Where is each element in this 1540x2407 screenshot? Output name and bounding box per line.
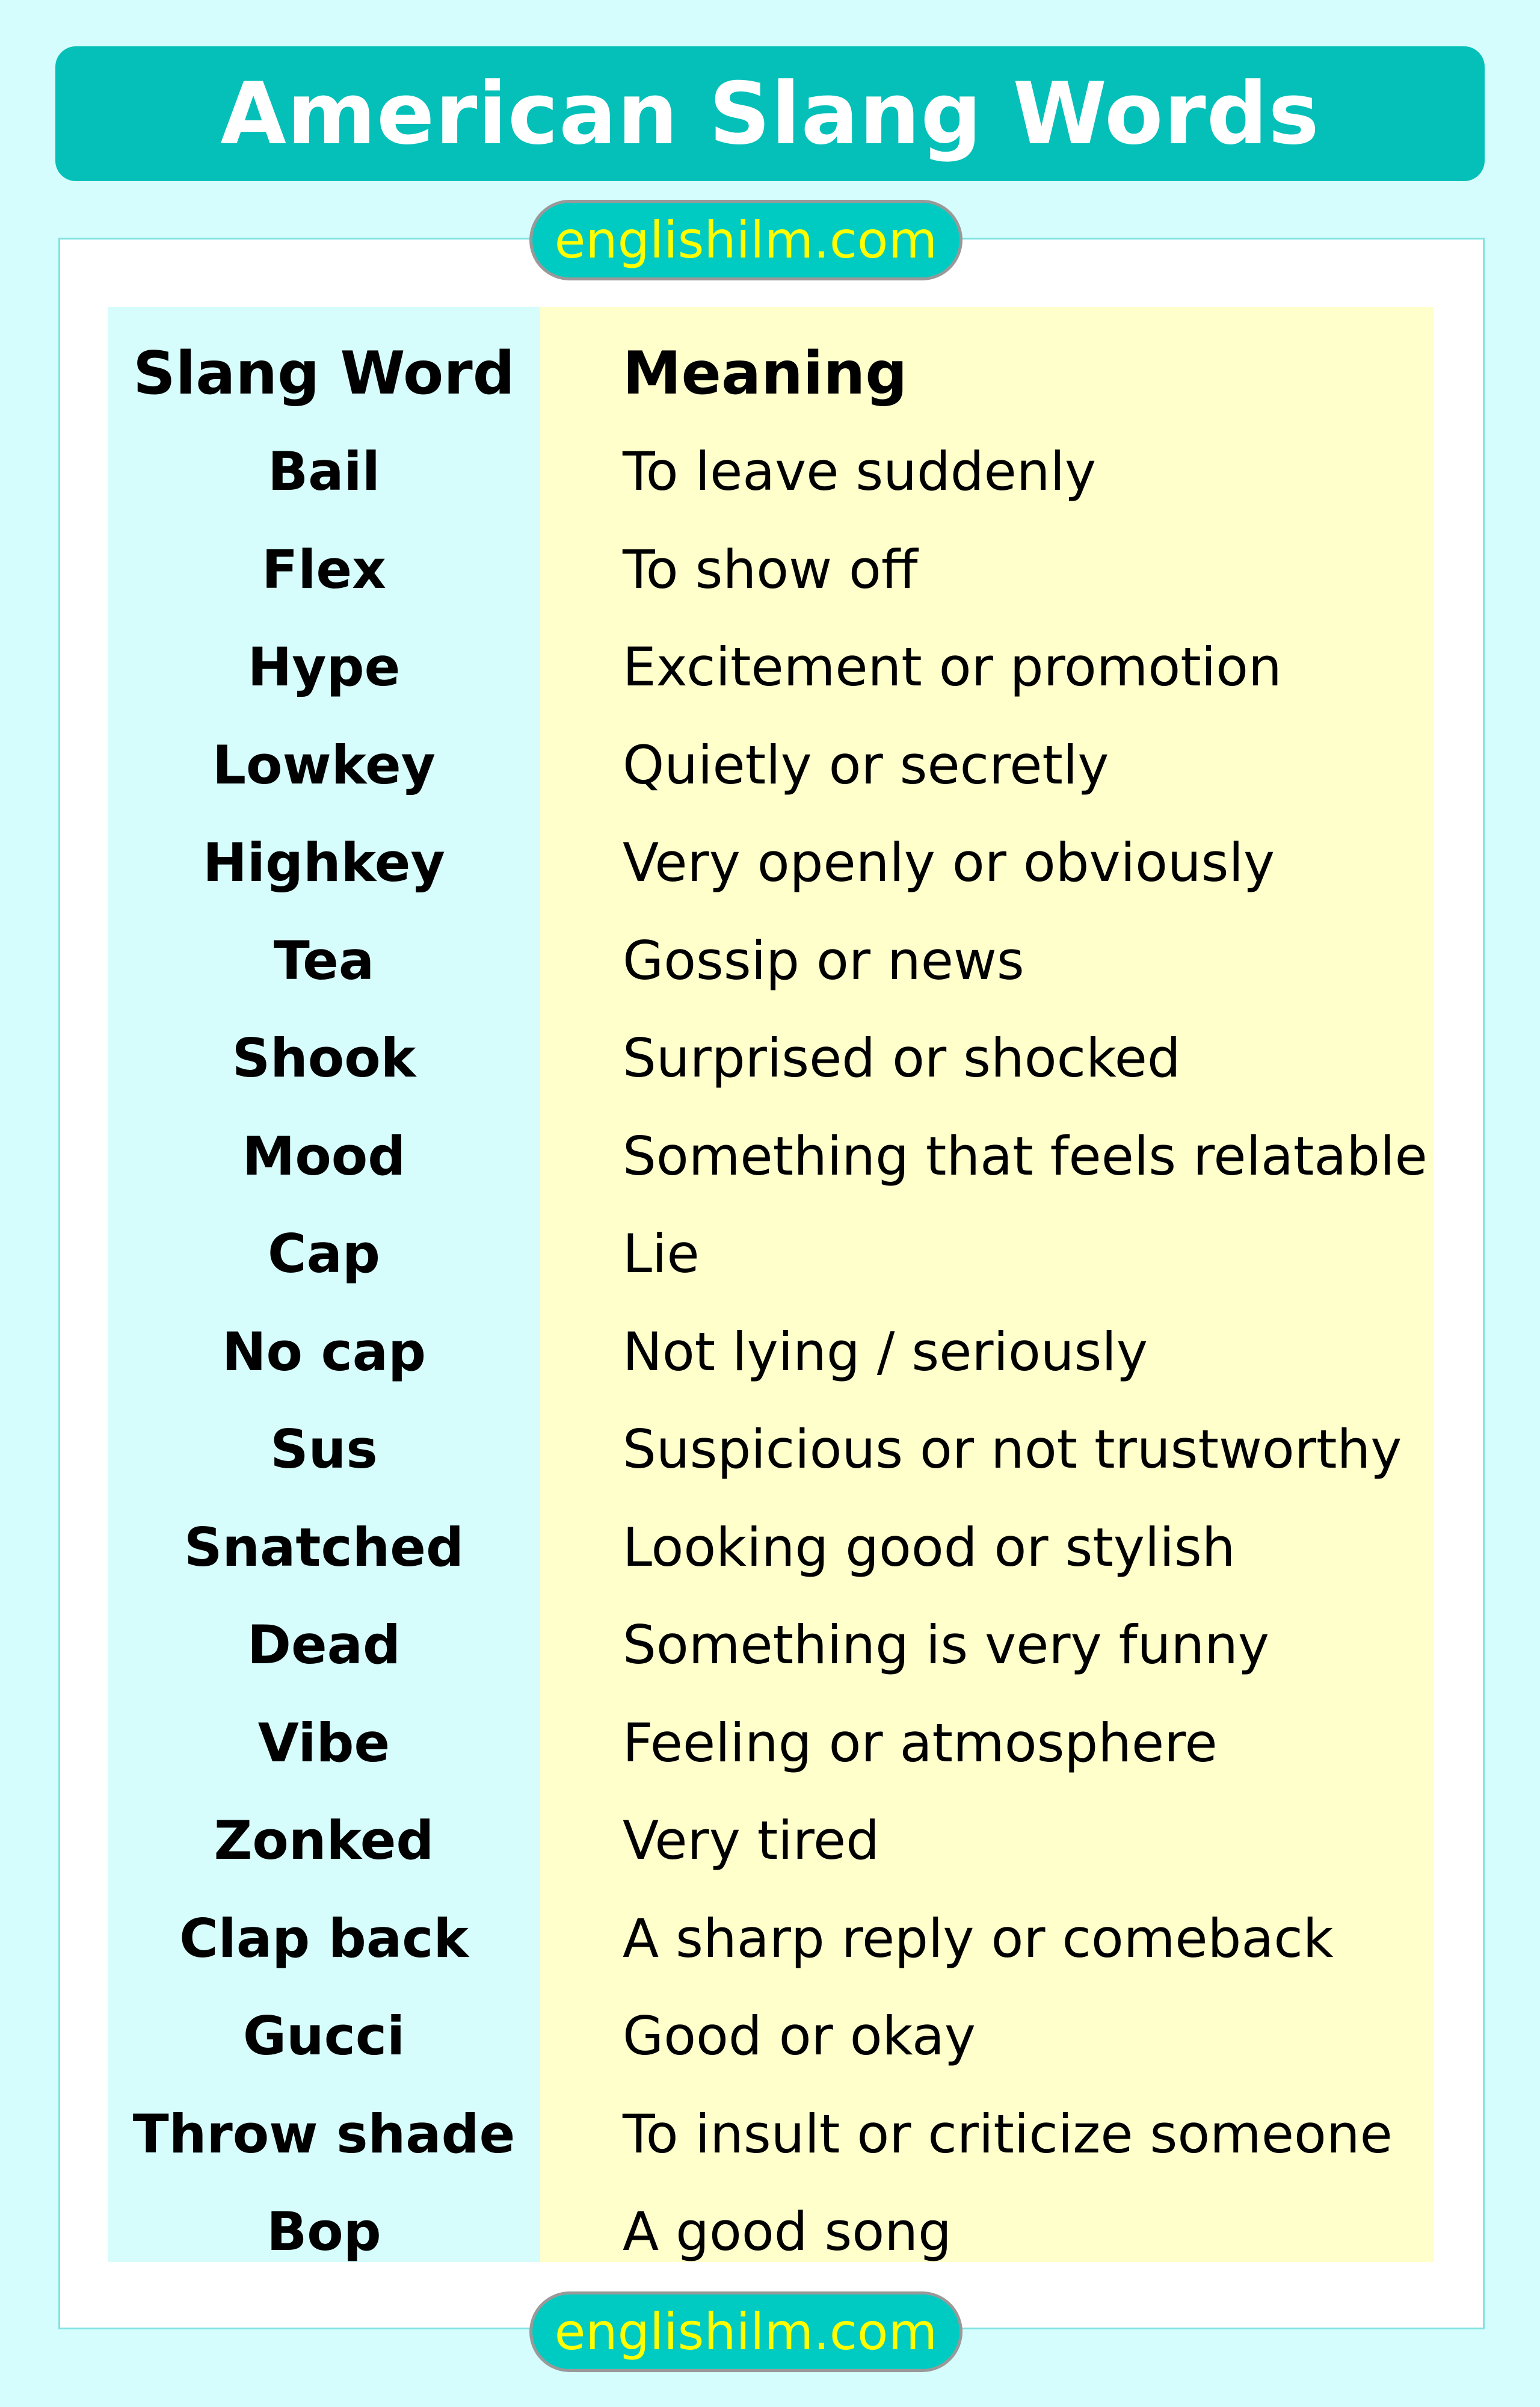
slang-word: Vibe: [257, 1711, 390, 1774]
slang-meaning: Very openly or obviously: [623, 832, 1275, 894]
page-title: American Slang Words: [220, 64, 1320, 164]
table-row: [108, 521, 1434, 619]
slang-word: Dead: [247, 1614, 401, 1676]
slang-word: Lowkey: [212, 734, 436, 796]
table-row: [108, 716, 1434, 814]
slang-table: [108, 307, 1434, 2262]
slang-word: Clap back: [179, 1907, 469, 1970]
table-row: [108, 1205, 1434, 1303]
slang-meaning: Surprised or shocked: [623, 1027, 1181, 1090]
slang-word: Flex: [262, 538, 386, 601]
watermark-badge-top: englishilm.com: [529, 200, 962, 280]
slang-meaning: Feeling or atmosphere: [623, 1711, 1218, 1774]
slang-word: Throw shade: [132, 2103, 516, 2165]
slang-meaning: To show off: [623, 538, 918, 601]
table-row: [108, 2183, 1434, 2281]
slang-word: Shook: [232, 1027, 416, 1090]
table-row: [108, 814, 1434, 912]
slang-word: Bail: [268, 440, 380, 503]
table-row: [108, 1107, 1434, 1205]
table-row: [108, 912, 1434, 1010]
slang-word: Cap: [268, 1223, 380, 1285]
slang-meaning: Something that feels relatable: [623, 1125, 1428, 1187]
slang-word: Bop: [266, 2201, 381, 2263]
slang-meaning: To insult or criticize someone: [623, 2103, 1393, 2165]
slang-meaning: Gossip or news: [623, 929, 1024, 992]
slang-meaning: Looking good or stylish: [623, 1516, 1236, 1578]
table-rows: [108, 307, 1434, 2281]
slang-word: No cap: [221, 1320, 427, 1383]
table-row: [108, 1498, 1434, 1596]
slang-meaning: Lie: [623, 1223, 700, 1285]
table-row: [108, 1988, 1434, 2086]
slang-meaning: Suspicious or not trustworthy: [623, 1418, 1402, 1481]
table-row: [108, 619, 1434, 717]
slang-word: Highkey: [203, 832, 445, 894]
watermark-badge-bottom: englishilm.com: [529, 2291, 962, 2372]
table-row: [108, 423, 1434, 521]
slang-meaning: To leave suddenly: [623, 440, 1097, 503]
title-banner: [55, 46, 1485, 181]
header-meaning: Meaning: [623, 339, 908, 409]
slang-word: Sus: [270, 1418, 378, 1481]
table-header-row: [108, 325, 1434, 423]
slang-meaning: A good song: [623, 2201, 952, 2263]
slang-meaning: Not lying / seriously: [623, 1320, 1148, 1383]
slang-meaning: Excitement or promotion: [623, 636, 1282, 699]
slang-meaning: Good or okay: [623, 2005, 976, 2068]
slang-word: Zonked: [214, 1809, 434, 1872]
table-row: [108, 1303, 1434, 1401]
slang-word: Gucci: [242, 2005, 405, 2068]
table-row: [108, 1596, 1434, 1695]
slang-word: Hype: [247, 636, 401, 699]
table-row: [108, 2085, 1434, 2183]
table-row: [108, 1889, 1434, 1988]
slang-word: Tea: [273, 929, 375, 992]
slang-meaning: A sharp reply or comeback: [623, 1907, 1334, 1970]
slang-meaning: Quietly or secretly: [623, 734, 1109, 796]
header-slang-word: Slang Word: [133, 339, 515, 409]
table-row: [108, 1010, 1434, 1108]
table-row: [108, 1401, 1434, 1499]
slang-word: Mood: [242, 1125, 406, 1187]
table-row: [108, 1792, 1434, 1890]
table-row: [108, 1694, 1434, 1792]
slang-meaning: Something is very funny: [623, 1614, 1269, 1676]
slang-word: Snatched: [184, 1516, 464, 1578]
slang-meaning: Very tired: [623, 1809, 879, 1872]
